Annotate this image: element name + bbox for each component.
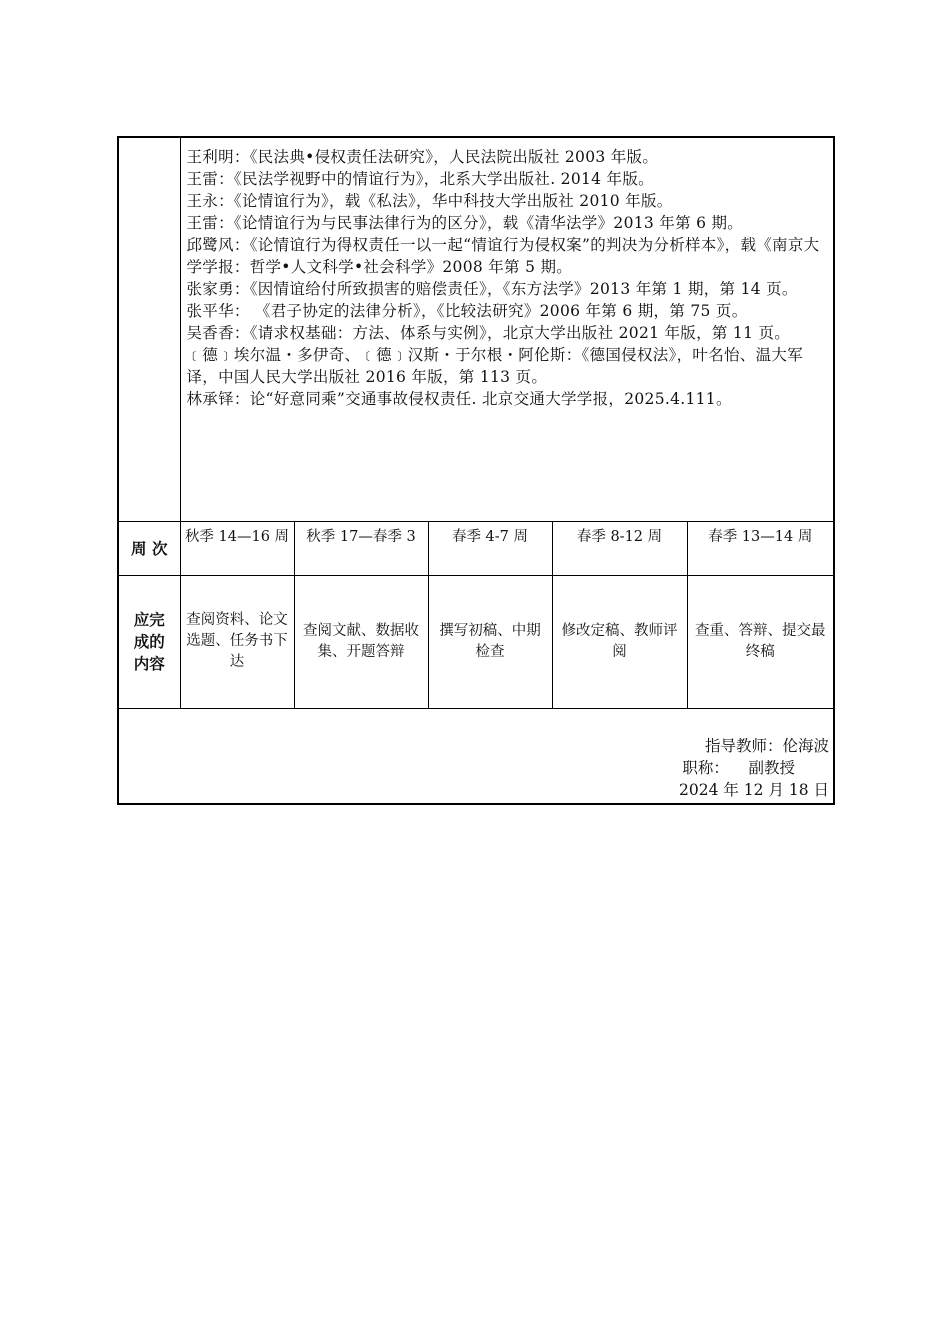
week-cell: 秋季 17—春季 3 bbox=[294, 521, 428, 575]
references-cell bbox=[180, 137, 834, 521]
reference-item: 王永：《论情谊行为》，载《私法》，华中科技大学出版社 2010 年版。 bbox=[186, 192, 673, 210]
reference-item: 张家勇：《因情谊给付所致损害的赔偿责任》，《东方法学》2013 年第 1 期，第 14 页。 bbox=[186, 280, 798, 298]
task-form-table bbox=[117, 136, 835, 805]
advisor-name: 指导教师：伦海波 bbox=[705, 736, 830, 755]
signature-row bbox=[118, 708, 834, 804]
signature-date: 2024 年 12 月 18 日 bbox=[679, 780, 830, 799]
signature-cell bbox=[118, 708, 834, 804]
reference-item: 王利明：《民法典•侵权责任法研究》，人民法院出版社 2003 年版。 bbox=[186, 148, 659, 166]
task-cell: 查重、答辩、提交最终稿 bbox=[687, 575, 834, 708]
reference-item: 吴香香：《请求权基础：方法、体系与实例》，北京大学出版社 2021 年版，第 11 页。 bbox=[186, 324, 791, 342]
week-cell: 秋季 14—16 周 bbox=[180, 521, 294, 575]
reference-item: 邱鹭风：《论情谊行为得权责任一以一起“情谊行为侵权案”的判决为分析样本》，载《南京大学学报：哲学•人文科学•社会科学》2008 年第 5 期。 bbox=[186, 236, 820, 276]
reference-item: 王雷：《民法学视野中的情谊行为》，北系大学出版社. 2014 年版。 bbox=[186, 170, 654, 188]
advisor-title: 职称： 副教授 bbox=[682, 758, 796, 777]
references-label-cell bbox=[118, 137, 180, 521]
week-header: 周 次 bbox=[118, 521, 180, 575]
reference-item: 林承铎：论“好意同乘”交通事故侵权责任. 北京交通大学学报，2025.4.111。 bbox=[186, 390, 732, 408]
task-cell: 修改定稿、教师评阅 bbox=[552, 575, 687, 708]
week-cell: 春季 13—14 周 bbox=[687, 521, 834, 575]
reference-item: 王雷：《论情谊行为与民事法律行为的区分》，载《清华法学》2013 年第 6 期。 bbox=[186, 214, 744, 232]
week-cell: 春季 4-7 周 bbox=[428, 521, 552, 575]
task-cell: 撰写初稿、中期检查 bbox=[428, 575, 552, 708]
task-cell: 查阅文献、数据收集、开题答辩 bbox=[294, 575, 428, 708]
week-cell: 春季 8-12 周 bbox=[552, 521, 687, 575]
content-header: 应完成的内容 bbox=[118, 575, 180, 708]
content-row bbox=[118, 575, 834, 708]
task-cell: 查阅资料、论文选题、任务书下达 bbox=[180, 575, 294, 708]
references-row bbox=[118, 137, 834, 521]
reference-item: 张平华： 《君子协定的法律分析》，《比较法研究》2006 年第 6 期，第 75 页。 bbox=[186, 302, 748, 320]
reference-item: ﹝德﹞埃尔温・多伊奇、﹝德﹞汉斯・于尔根・阿伦斯：《德国侵权法》，叶名怡、温大军译，中国人民大学出版社 2016 年版，第 113 页。 bbox=[186, 346, 804, 386]
week-row bbox=[118, 521, 834, 575]
